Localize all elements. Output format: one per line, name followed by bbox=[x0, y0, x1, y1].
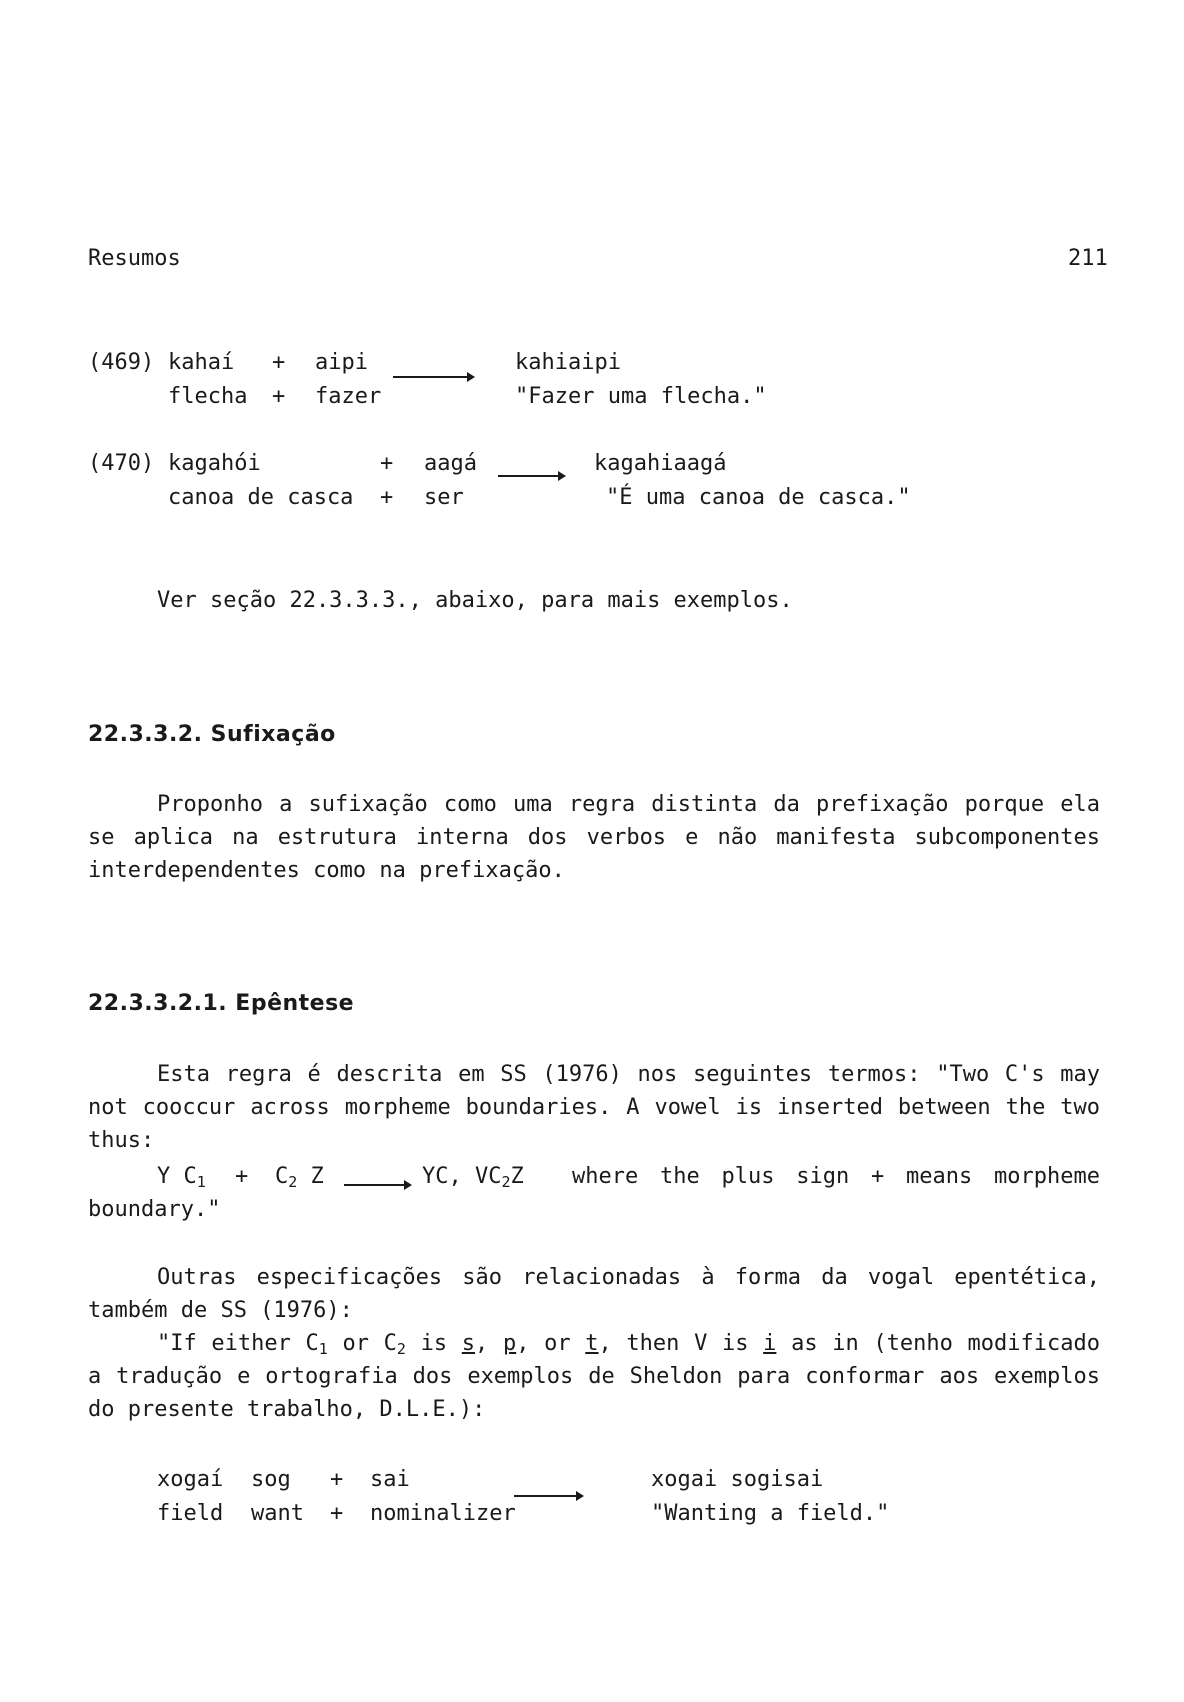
morpheme: aipi bbox=[315, 350, 368, 375]
morpheme: kahaí bbox=[168, 350, 235, 375]
text-line: not cooccur across morpheme boundaries. A vowel is inserted between the two bbox=[88, 1095, 1100, 1120]
plus-sign: + bbox=[272, 350, 286, 375]
text-line: "If either $C_1$ or $C_2$ is s, p, or t, then V is i as in (tenho modificado bbox=[157, 1331, 1100, 1358]
arrow-icon bbox=[344, 1180, 428, 1190]
gloss: flecha bbox=[168, 384, 248, 409]
arrow-icon bbox=[498, 471, 582, 481]
text-line: where the plus sign + means morpheme bbox=[572, 1164, 1100, 1189]
gloss: fazer bbox=[315, 384, 382, 409]
rule-input: $C_2$ Z bbox=[275, 1164, 324, 1191]
morpheme: aagá bbox=[424, 451, 477, 476]
gloss: canoa de casca bbox=[168, 485, 354, 510]
text-line: Esta regra é descrita em SS (1976) nos seguintes termos: "Two C's may bbox=[157, 1062, 1100, 1087]
rule-output: YC, $VC_2Z$ bbox=[422, 1164, 524, 1191]
text-line: também de SS (1976): bbox=[88, 1298, 353, 1323]
example-number: (470) bbox=[88, 451, 155, 476]
morpheme: sai bbox=[370, 1467, 410, 1492]
plus-sign: + bbox=[330, 1501, 344, 1526]
plus-sign: + bbox=[380, 451, 394, 476]
gloss: want bbox=[251, 1501, 304, 1526]
page-number: 211 bbox=[1068, 246, 1108, 271]
plus-sign: + bbox=[380, 485, 394, 510]
section-heading: 22.3.3.2. Sufixação bbox=[88, 722, 336, 747]
example-number: (469) bbox=[88, 350, 155, 375]
text-line: Outras especificações são relacionadas à forma da vogal epentética, bbox=[157, 1265, 1100, 1290]
text-line: Proponho a sufixação como uma regra distinta da prefixação porque ela bbox=[157, 792, 1100, 817]
text-line: a tradução e ortografia dos exemplos de Sheldon para conformar aos exemplos bbox=[88, 1364, 1100, 1389]
gloss: nominalizer bbox=[370, 1501, 516, 1526]
plus-sign: + bbox=[272, 384, 286, 409]
plus-sign: + bbox=[235, 1164, 249, 1189]
text-line: interdependentes como na prefixação. bbox=[88, 858, 565, 883]
plus-sign: + bbox=[330, 1467, 344, 1492]
translation: "Wanting a field." bbox=[651, 1501, 890, 1526]
text-line: boundary." bbox=[88, 1197, 221, 1222]
text-line: do presente trabalho, D.L.E.): bbox=[88, 1397, 486, 1422]
gloss: field bbox=[157, 1501, 224, 1526]
text-line: se aplica na estrutura interna dos verbos e não manifesta subcomponentes bbox=[88, 825, 1100, 850]
result-form: xogai sogisai bbox=[651, 1467, 824, 1492]
morpheme: sog bbox=[251, 1467, 291, 1492]
result-form: kagahiaagá bbox=[594, 451, 727, 476]
result-form: kahiaipi bbox=[515, 350, 621, 375]
rule-input: Y $C_1$ bbox=[157, 1164, 206, 1191]
cross-reference: Ver seção 22.3.3.3., abaixo, para mais exemplos. bbox=[157, 588, 793, 613]
running-header: Resumos bbox=[88, 246, 181, 271]
arrow-icon bbox=[514, 1491, 598, 1501]
translation: "É uma canoa de casca." bbox=[606, 485, 911, 510]
paragraph bbox=[88, 788, 1100, 887]
arrow-icon bbox=[393, 372, 477, 382]
paragraph bbox=[88, 1261, 1100, 1426]
translation: "Fazer uma flecha." bbox=[515, 384, 767, 409]
paragraph bbox=[88, 1058, 1100, 1157]
morpheme: kagahói bbox=[168, 451, 261, 476]
morpheme: xogaí bbox=[157, 1467, 224, 1492]
gloss: ser bbox=[424, 485, 464, 510]
text-line: thus: bbox=[88, 1128, 155, 1153]
section-heading: 22.3.3.2.1. Epêntese bbox=[88, 991, 355, 1016]
